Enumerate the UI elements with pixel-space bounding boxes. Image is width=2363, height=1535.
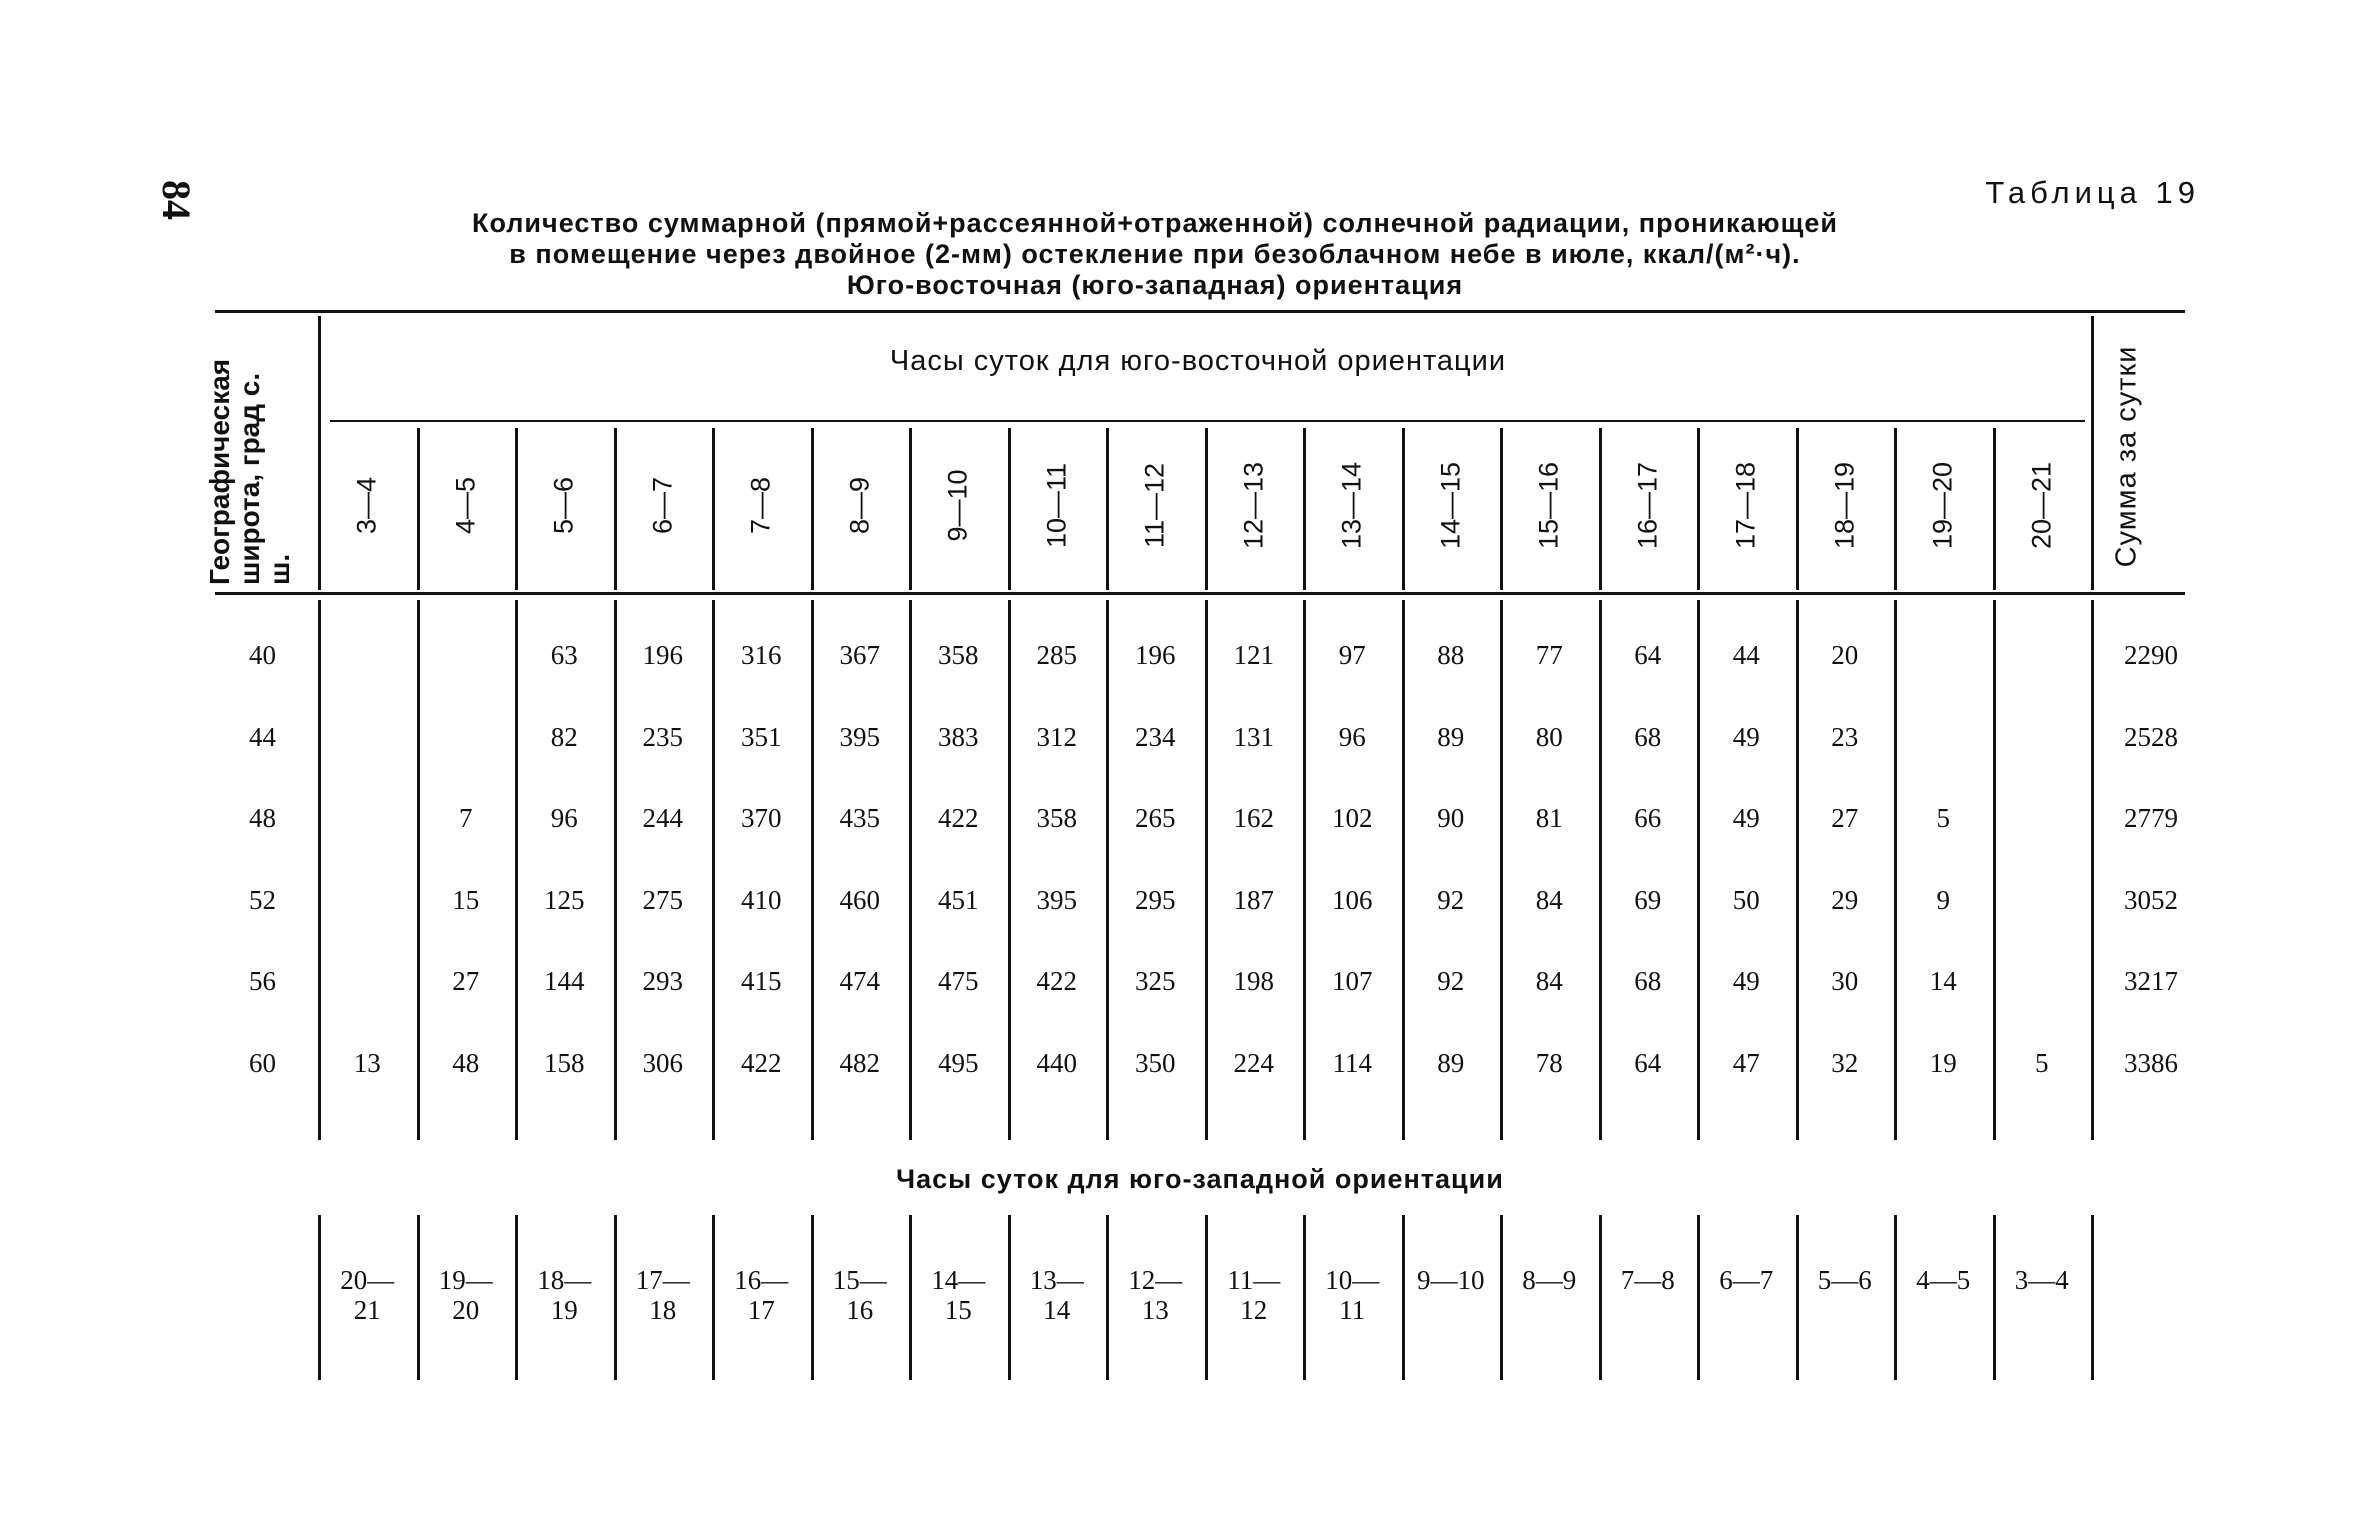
header-bottom-rule (215, 592, 2185, 595)
latitude-cell: 52 (249, 884, 276, 915)
radiation-cell: 50 (1732, 884, 1760, 915)
se-hour-header (544, 430, 584, 580)
latitude-header-text: Географическая широта, град с. ш. (204, 358, 295, 585)
radiation-cell: 27 (1831, 803, 1859, 833)
sum-cell: 2528 (2124, 721, 2178, 752)
se-hour-header-text: 13—14 (1336, 461, 1367, 550)
se-hour-header (1825, 430, 1865, 580)
radiation-cell: 44 (1732, 640, 1760, 670)
latitude-cell: 40 (249, 640, 276, 670)
se-hour-header (347, 430, 387, 580)
radiation-cell: 5 (1936, 803, 1950, 833)
se-hour-header-text: 17—18 (1730, 461, 1761, 550)
radiation-cell: 89 (1437, 721, 1465, 752)
sw-hour-cell: 16— 17 (734, 1265, 789, 1325)
column-line (1796, 428, 1799, 590)
latitude-cell: 56 (249, 966, 276, 996)
radiation-cell: 29 (1831, 884, 1859, 915)
radiation-cell: 96 (1338, 721, 1366, 752)
sw-hour-cell: 19— 20 (438, 1265, 493, 1325)
se-hour-header-text: 8—9 (844, 476, 875, 535)
column-line (1008, 428, 1011, 590)
radiation-cell: 158 (544, 1047, 585, 1078)
column-line (318, 316, 321, 590)
sw-hour-cell: 13— 14 (1029, 1265, 1084, 1325)
radiation-cell: 64 (1634, 1047, 1662, 1078)
radiation-cell: 68 (1634, 966, 1662, 996)
sw-hour-cell: 7—8 (1620, 1265, 1675, 1295)
table-label: Таблица 19 (1985, 175, 2200, 210)
column-line (1402, 1215, 1405, 1380)
radiation-cell: 316 (741, 640, 782, 670)
column-line (1894, 1215, 1897, 1380)
se-hour-header (1726, 430, 1766, 580)
se-hour-header (1628, 430, 1668, 580)
page-number: 84 (154, 180, 199, 220)
radiation-cell: 84 (1535, 884, 1563, 915)
radiation-cell: 460 (839, 884, 880, 915)
radiation-cell: 48 (452, 1047, 480, 1078)
radiation-cell: 451 (938, 884, 979, 915)
radiation-cell: 474 (839, 966, 880, 996)
se-group-header: Часы суток для юго-восточной ориентации (889, 345, 1507, 377)
column-line (1599, 428, 1602, 590)
radiation-cell: 49 (1732, 966, 1760, 996)
column-line (1500, 1215, 1503, 1380)
radiation-cell: 312 (1036, 721, 1077, 752)
latitude-cell: 60 (249, 1047, 276, 1078)
se-hour-header-text: 7—8 (745, 476, 776, 535)
column-line (1796, 1215, 1799, 1380)
sum-cell: 2779 (2124, 803, 2178, 833)
column-line (417, 428, 420, 590)
se-hour-header (1234, 430, 1274, 580)
sum-header (2085, 340, 2165, 580)
se-hour-header (741, 430, 781, 580)
se-hour-header-text: 3—4 (351, 476, 382, 535)
radiation-cell: 383 (938, 721, 979, 752)
radiation-cell: 198 (1233, 966, 1274, 996)
sw-hour-cell: 14— 15 (931, 1265, 986, 1325)
column-line (811, 428, 814, 590)
radiation-cell: 125 (544, 884, 585, 915)
radiation-cell: 196 (1135, 640, 1176, 670)
radiation-cell: 102 (1332, 803, 1373, 833)
radiation-cell: 422 (1036, 966, 1077, 996)
radiation-cell: 435 (839, 803, 880, 833)
column-line (1303, 428, 1306, 590)
sum-cell: 3052 (2124, 884, 2178, 915)
radiation-cell: 7 (459, 803, 473, 833)
radiation-cell: 144 (544, 966, 585, 996)
radiation-cell: 295 (1135, 884, 1176, 915)
se-hour-header-text: 20—21 (2026, 461, 2057, 550)
radiation-cell: 285 (1036, 640, 1077, 670)
se-hour-header (1529, 430, 1569, 580)
sw-hour-cell: 11— 12 (1227, 1265, 1281, 1325)
sw-hour-cell: 8—9 (1522, 1265, 1577, 1295)
radiation-cell: 66 (1634, 803, 1662, 833)
sum-cell: 3217 (2124, 966, 2178, 996)
sum-cell: 3386 (2124, 1047, 2178, 1078)
se-hour-header (1135, 430, 1175, 580)
sw-hour-cell: 15— 16 (832, 1265, 887, 1325)
column-line (1402, 428, 1405, 590)
se-hour-header (938, 430, 978, 580)
radiation-cell: 92 (1437, 884, 1465, 915)
column-line (1993, 428, 1996, 590)
sw-hour-cell: 3—4 (2014, 1265, 2069, 1295)
radiation-cell: 96 (550, 803, 578, 833)
column-line (1894, 428, 1897, 590)
sw-hour-cell: 10— 11 (1325, 1265, 1380, 1325)
se-hour-header-text: 5—6 (548, 476, 579, 535)
radiation-cell: 78 (1535, 1047, 1563, 1078)
radiation-cell: 49 (1732, 721, 1760, 752)
sw-hour-cell: 5—6 (1817, 1265, 1872, 1295)
radiation-cell: 106 (1332, 884, 1373, 915)
radiation-cell: 440 (1036, 1047, 1077, 1078)
column-line (1993, 1215, 1996, 1380)
radiation-cell: 49 (1732, 803, 1760, 833)
radiation-cell: 81 (1535, 803, 1563, 833)
radiation-cell: 415 (741, 966, 782, 996)
radiation-cell: 187 (1233, 884, 1274, 915)
latitude-cell: 44 (249, 721, 276, 752)
se-hour-header (1923, 430, 1963, 580)
title-line-2: в помещение через двойное (2-мм) остекление при безоблачном небе в июле, ккал/(м²·ч). (509, 239, 1801, 269)
radiation-cell: 395 (1036, 884, 1077, 915)
radiation-cell: 92 (1437, 966, 1465, 996)
column-line (614, 428, 617, 590)
radiation-cell: 5 (2035, 1047, 2049, 1078)
column-line (1500, 428, 1503, 590)
se-hour-header (840, 430, 880, 580)
latitude-cell: 48 (249, 803, 276, 833)
se-hour-header-text: 11—12 (1139, 462, 1170, 549)
table-title (380, 208, 1930, 301)
se-hour-header-text: 15—16 (1533, 461, 1564, 550)
sw-hour-cell: 9—10 (1417, 1265, 1485, 1295)
se-hour-header-text: 18—19 (1829, 461, 1860, 550)
se-hour-header-text: 16—17 (1632, 461, 1663, 550)
sw-hour-cell: 17— 18 (635, 1265, 690, 1325)
radiation-cell: 325 (1135, 966, 1176, 996)
radiation-cell: 351 (741, 721, 782, 752)
se-hour-header-text: 14—15 (1435, 461, 1466, 550)
column-line (1106, 428, 1109, 590)
se-hour-header-text: 6—7 (647, 476, 678, 535)
sw-hour-cell: 6—7 (1719, 1265, 1774, 1295)
se-hour-header (643, 430, 683, 580)
se-hour-header-text: 10—11 (1041, 462, 1072, 549)
column-line (1205, 428, 1208, 590)
sw-hour-cell: 20— 21 (340, 1265, 395, 1325)
sw-hour-cell: 18— 19 (537, 1265, 592, 1325)
radiation-cell: 275 (642, 884, 683, 915)
top-rule (215, 310, 2185, 313)
radiation-cell: 224 (1233, 1047, 1274, 1078)
radiation-cell: 88 (1437, 640, 1465, 670)
sw-group-header: Часы суток для юго-западной ориентации (896, 1164, 1504, 1194)
column-line (712, 428, 715, 590)
radiation-cell: 410 (741, 884, 782, 915)
se-hour-header-text: 9—10 (942, 469, 973, 542)
radiation-cell: 265 (1135, 803, 1176, 833)
radiation-cell: 68 (1634, 721, 1662, 752)
radiation-cell: 306 (642, 1047, 683, 1078)
radiation-cell: 495 (938, 1047, 979, 1078)
radiation-cell: 32 (1831, 1047, 1859, 1078)
radiation-cell: 14 (1929, 966, 1957, 996)
se-hour-header (1431, 430, 1471, 580)
radiation-cell: 121 (1233, 640, 1274, 670)
radiation-cell: 422 (741, 1047, 782, 1078)
se-hour-header (1037, 430, 1077, 580)
radiation-cell: 19 (1929, 1047, 1957, 1078)
radiation-cell: 370 (741, 803, 782, 833)
se-hour-header (2022, 430, 2062, 580)
radiation-cell: 90 (1437, 803, 1465, 833)
column-line (909, 428, 912, 590)
radiation-cell: 89 (1437, 1047, 1465, 1078)
column-line (2091, 1215, 2094, 1380)
radiation-cell: 475 (938, 966, 979, 996)
title-line-3: Юго-восточная (юго-западная) ориентация (846, 270, 1464, 300)
radiation-cell: 162 (1233, 803, 1274, 833)
sum-header-text: Сумма за сутки (2110, 345, 2143, 568)
radiation-cell: 82 (550, 721, 578, 752)
radiation-cell: 47 (1732, 1047, 1760, 1078)
column-line (515, 428, 518, 590)
radiation-cell: 30 (1831, 966, 1859, 996)
radiation-cell: 84 (1535, 966, 1563, 996)
group-rule (330, 420, 2085, 422)
radiation-cell: 395 (839, 721, 880, 752)
radiation-cell: 244 (642, 803, 683, 833)
radiation-cell: 358 (1036, 803, 1077, 833)
radiation-cell: 20 (1831, 640, 1859, 670)
radiation-cell: 63 (550, 640, 578, 670)
radiation-cell: 23 (1831, 721, 1859, 752)
column-line (1599, 1215, 1602, 1380)
radiation-cell: 367 (839, 640, 880, 670)
radiation-cell: 64 (1634, 640, 1662, 670)
radiation-cell: 27 (452, 966, 480, 996)
radiation-cell: 293 (642, 966, 683, 996)
se-hour-header-text: 4—5 (450, 476, 481, 535)
sw-hour-cell: 12— 13 (1128, 1265, 1183, 1325)
radiation-cell: 350 (1135, 1047, 1176, 1078)
radiation-cell: 234 (1135, 721, 1176, 752)
radiation-cell: 107 (1332, 966, 1373, 996)
se-hour-header (1332, 430, 1372, 580)
radiation-cell: 358 (938, 640, 979, 670)
radiation-cell: 69 (1634, 884, 1662, 915)
se-hour-header-text: 19—20 (1927, 461, 1958, 550)
radiation-cell: 422 (938, 803, 979, 833)
radiation-cell: 77 (1535, 640, 1563, 670)
sum-cell: 2290 (2124, 640, 2178, 670)
radiation-cell: 15 (452, 884, 480, 915)
column-line (1697, 1215, 1700, 1380)
sw-hour-cell: 4—5 (1916, 1265, 1971, 1295)
radiation-cell: 114 (1332, 1047, 1372, 1078)
column-line (1697, 428, 1700, 590)
radiation-cell: 196 (642, 640, 683, 670)
radiation-cell: 131 (1233, 721, 1274, 752)
radiation-cell: 235 (642, 721, 683, 752)
radiation-cell: 97 (1338, 640, 1366, 670)
radiation-cell: 13 (353, 1047, 381, 1078)
radiation-cell: 80 (1535, 721, 1563, 752)
se-hour-header (446, 430, 486, 580)
latitude-header (204, 340, 295, 585)
column-line (2091, 316, 2094, 590)
radiation-cell: 482 (839, 1047, 880, 1078)
radiation-cell: 9 (1936, 884, 1950, 915)
title-line-1: Количество суммарной (прямой+рассеянной+отраженной) солнечной радиации, проникающей (471, 208, 1838, 238)
se-hour-header-text: 12—13 (1238, 461, 1269, 550)
